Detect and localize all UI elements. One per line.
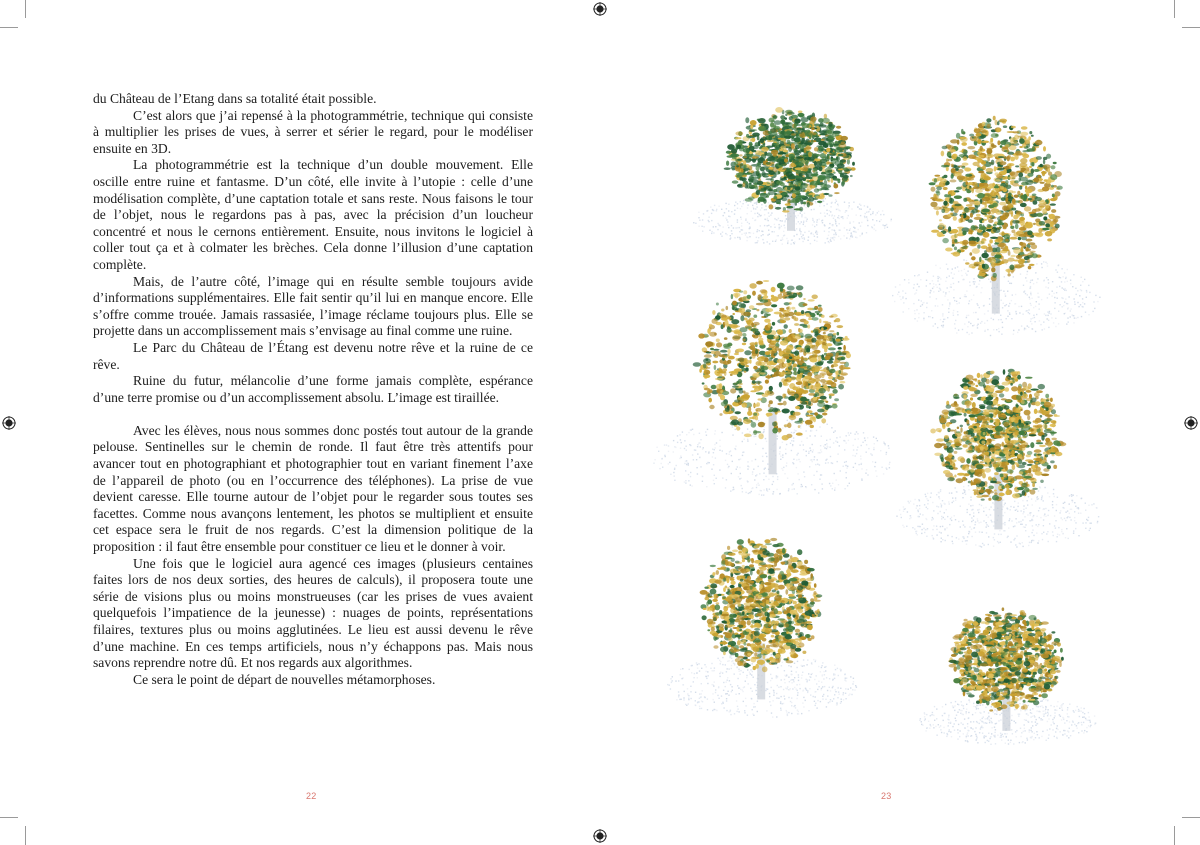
point-cloud-tree-2: [895, 100, 1105, 345]
crop-mark: [0, 817, 18, 818]
paragraph: Ruine du futur, mélancolie d’une forme jamais complète, espérance d’une terre promise ou d’un accomplissement absolu. L’image est tiraillée.: [93, 373, 533, 405]
paragraph-spacer: [93, 406, 533, 423]
registration-mark-icon: [2, 416, 16, 430]
paragraph: Mais, de l’autre côté, l’image qui en résulte semble toujours avide d’informations supplémentaires. Elle fait sentir qu’il lui en manque encore. Elle s’offre comme trouée. Jamais rassasiée, l’image réclame toujours plus. Elle se projette dans un accomplissement mais s’envisage au final comme une ruine.: [93, 273, 533, 339]
body-text: [93, 91, 533, 688]
point-cloud-tree-3: [655, 265, 900, 505]
paragraph: du Château de l’Etang dans sa totalité était possible.: [93, 91, 377, 106]
paragraph: C’est alors que j’ai repensé à la photogrammétrie, technique qui consiste à multiplier les prises de vues, à serrer et sérier le regard, pour le modéliser ensuite en 3D.: [93, 107, 533, 156]
paragraph: Ce sera le point de départ de nouvelles métamorphoses.: [133, 671, 436, 687]
registration-mark-icon: [1184, 416, 1198, 430]
point-cloud-tree-4: [900, 355, 1105, 555]
point-cloud-tree-5: [670, 525, 860, 725]
registration-mark-icon: [593, 829, 607, 843]
point-cloud-tree-6: [920, 600, 1100, 750]
registration-mark-icon: [593, 2, 607, 16]
page-number: 23: [881, 791, 892, 801]
paragraph: Une fois que le logiciel aura agencé ces images (plusieurs centaines faites lors de nos deux sorties, des heures de calculs), il proposera toute une série de visions plus ou moins monstrueuses (car les prises de vues avaient quelquefois l’impatience de la jeunesse) : nuages de points, représentations filaires, textures plus ou moins agglutinées. Le lieu est aussi devenu le rêve d’une machine. En ces temps artificiels, nous n’y échappons pas. Mais nous savons reprendre notre dû. Et nos regards aux algorithmes.: [93, 555, 533, 671]
crop-mark: [1182, 817, 1200, 818]
crop-mark: [1174, 826, 1175, 845]
crop-mark: [25, 826, 26, 845]
paragraph: Avec les élèves, nous nous sommes donc postés tout autour de la grande pelouse. Sentinelles sur le chemin de ronde. Il faut être très attentifs pour avancer tout en photographiant et photographier tout en variant finement l’axe de l’appareil de photo (ou en l’occurrence des téléphones). La prise de vue devient caresse. Elle tourne autour de l’objet pour le regarder sous toutes ses facettes. Comme nous avançons lentement, les photos se multiplient et ensuite cet espace sera le fruit de nos regards. C’est la dimension politique de la proposition : il faut être ensemble pour constituer ce lieu et le donner à voir.: [93, 422, 533, 555]
crop-mark: [1174, 0, 1175, 18]
paragraph: La photogrammétrie est la technique d’un double mouvement. Elle oscille entre ruine et fantasme. D’un côté, elle invite à l’utopie : celle d’une modélisation complète, d’une captation totale et sans reste. Nous faisons le tour de l’objet, nous le regardons pas à pas, avec la précision d’un loucheur concentré et nous le cernons entièrement. Ensuite, nous invitons le logiciel à coller tout ça et à colmater les brèches. Cela donne l’illusion d’une captation complète.: [93, 157, 533, 272]
crop-mark: [25, 0, 26, 18]
crop-mark: [1182, 27, 1200, 28]
page-number: 22: [306, 791, 317, 801]
crop-mark: [0, 27, 18, 28]
paragraph: Le Parc du Château de l’Étang est devenu notre rêve et la ruine de ce rêve.: [93, 339, 533, 372]
point-cloud-tree-1: [695, 100, 895, 250]
right-page: [600, 0, 1200, 845]
